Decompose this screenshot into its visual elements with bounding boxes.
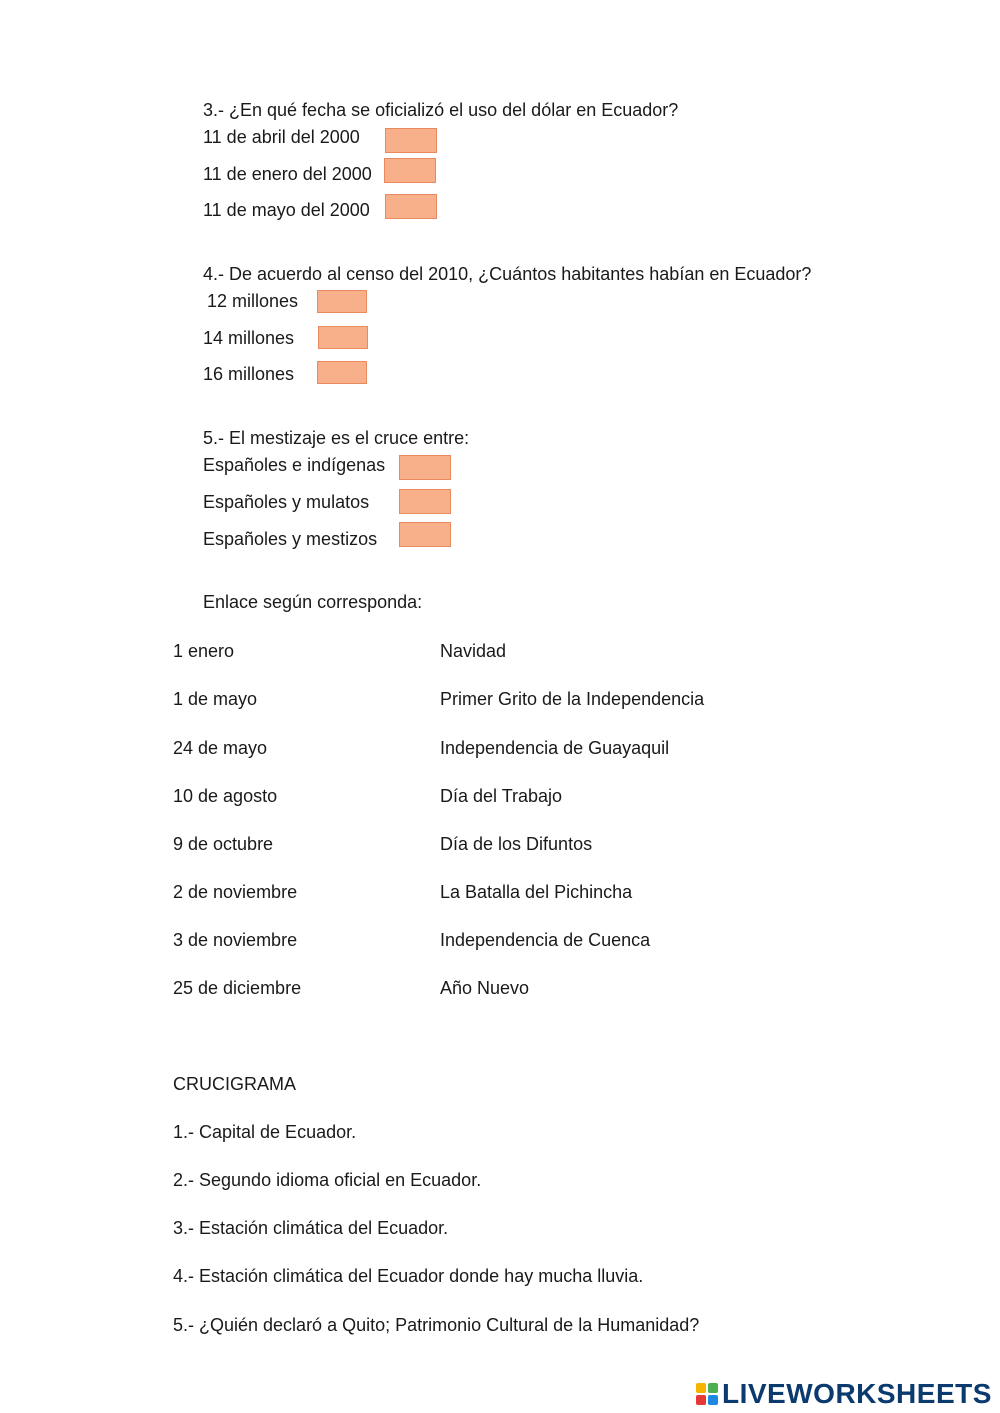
q3-option-2-label: 11 de enero del 2000 [203,164,372,184]
q4-option-3-answer-box[interactable] [317,361,367,384]
matching-right-item[interactable]: Año Nuevo [440,978,530,998]
q4-option-2-answer-box[interactable] [318,326,368,349]
liveworksheets-logo-text: LIVEWORKSHEETS [722,1378,992,1409]
q4-question: 4.- De acuerdo al censo del 2010, ¿Cuántos habitantes habían en Ecuador? [203,264,812,284]
matching-right-item[interactable]: La Batalla del Pichincha [440,882,633,902]
q5-question: 5.- El mestizaje es el cruce entre: [203,428,470,448]
crossword-clue: 1.- Capital de Ecuador. [173,1122,357,1142]
logo-square-red [696,1395,706,1405]
matching-left-item[interactable]: 24 de mayo [173,738,268,758]
q4-option-2-label: 14 millones [203,328,295,348]
matching-left-item[interactable]: 25 de diciembre [173,978,302,998]
matching-left-item[interactable]: 1 enero [173,641,235,661]
matching-right-item[interactable]: Independencia de Guayaquil [440,738,670,758]
q5-option-3-label: Españoles y mestizos [203,529,378,549]
matching-left-item[interactable]: 2 de noviembre [173,882,298,902]
matching-right-item[interactable]: Día de los Difuntos [440,834,593,854]
q3-question: 3.- ¿En qué fecha se oficializó el uso del dólar en Ecuador? [203,100,679,120]
q3-option-3-label: 11 de mayo del 2000 [203,200,370,220]
matching-right-item[interactable]: Día del Trabajo [440,786,563,806]
crossword-clue: 2.- Segundo idioma oficial en Ecuador. [173,1170,482,1190]
q4-option-3-label: 16 millones [203,364,295,384]
matching-right-item[interactable]: Independencia de Cuenca [440,930,651,950]
matching-right-item[interactable]: Navidad [440,641,507,661]
matching-instruction: Enlace según corresponda: [203,592,423,612]
matching-left-item[interactable]: 1 de mayo [173,689,258,709]
crossword-clue: 3.- Estación climática del Ecuador. [173,1218,449,1238]
matching-left-item[interactable]: 3 de noviembre [173,930,298,950]
q5-option-1-label: Españoles e indígenas [203,455,386,475]
logo-square-green [708,1383,718,1393]
matching-left-item[interactable]: 9 de octubre [173,834,274,854]
q3-option-1-answer-box[interactable] [385,128,437,153]
q3-option-3-answer-box[interactable] [385,194,437,219]
crossword-title: CRUCIGRAMA [173,1074,297,1094]
logo-square-blue [708,1395,718,1405]
crossword-clue: 4.- Estación climática del Ecuador donde hay mucha lluvia. [173,1266,644,1286]
matching-right-item[interactable]: Primer Grito de la Independencia [440,689,705,709]
logo-square-yellow [696,1383,706,1393]
q5-option-2-label: Españoles y mulatos [203,492,370,512]
matching-left-item[interactable]: 10 de agosto [173,786,278,806]
q3-option-2-answer-box[interactable] [384,158,436,183]
q3-option-1-label: 11 de abril del 2000 [203,127,360,147]
q4-option-1-label: 12 millones [207,291,299,311]
q5-option-3-answer-box[interactable] [399,522,451,547]
q4-option-1-answer-box[interactable] [317,290,367,313]
q5-option-2-answer-box[interactable] [399,489,451,514]
liveworksheets-logo-icon [696,1383,718,1405]
crossword-clue: 5.- ¿Quién declaró a Quito; Patrimonio Cultural de la Humanidad? [173,1315,700,1335]
liveworksheets-logo [696,1377,992,1411]
q5-option-1-answer-box[interactable] [399,455,451,480]
